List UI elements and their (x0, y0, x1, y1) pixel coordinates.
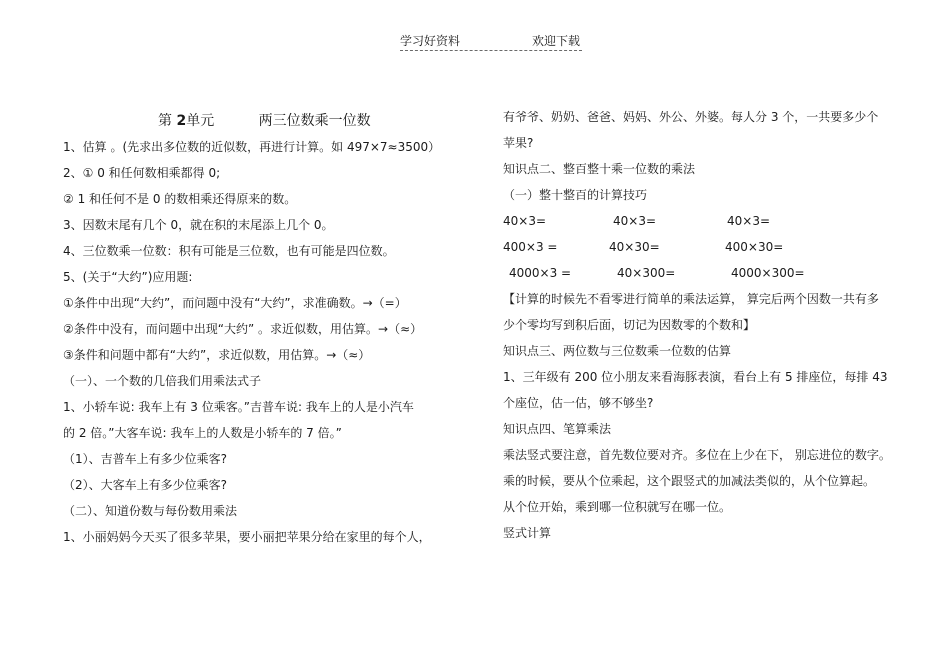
text-line: 竖式计算 (503, 526, 552, 540)
text-line: ②条件中没有，而问题中出现“大约” 。求近似数，用估算。→（≈） (63, 322, 423, 336)
exercise-cell: 4000×3 = (509, 266, 572, 280)
tip-text: 少个零均写到积后面，切记为因数零的个数和】 (503, 318, 756, 332)
text-line: 1、小轿车说: 我车上有 3 位乘客。”吉普车说: 我车上的人是小汽车 (63, 400, 414, 414)
text-line: 个座位，估一估，够不够坐? (503, 396, 654, 410)
section-heading: 知识点三、两位数与三位数乘一位数的估算 (503, 344, 732, 358)
exercise-cell: 4000×300= (731, 266, 805, 280)
text-line: 1、三年级有 200 位小朋友来看海豚表演，看台上有 5 排座位，每排 43 (503, 370, 888, 384)
text-line: 的 2 倍。”大客车说: 我车上的人数是小轿车的 7 倍。” (63, 426, 342, 440)
exercise-row (503, 208, 923, 234)
exercise-row (503, 234, 923, 260)
unit-topic: 两三位数乘一位数 (258, 113, 371, 129)
text-line: ② 1 和任何不是 0 的数相乘还得原来的数。 (63, 192, 297, 206)
text-line: 2、① 0 和任何数相乘都得 0; (63, 166, 221, 180)
exercise-cell: 40×30= (609, 240, 660, 254)
left-column (63, 108, 483, 550)
header-left-text: 学习好资料 (400, 34, 461, 48)
unit-prefix: 第 (158, 113, 172, 129)
exercise-cell: 400×3 = (503, 240, 558, 254)
text-line: 4、三位数乘一位数：积有可能是三位数，也有可能是四位数。 (63, 244, 395, 258)
exercise-cell: 40×3= (503, 214, 547, 228)
text-line: 3、因数末尾有几个 0，就在积的末尾添上几个 0。 (63, 218, 334, 232)
exercise-cell: 400×30= (725, 240, 784, 254)
exercise-cell: 40×3= (727, 214, 771, 228)
text-line: 1、小丽妈妈今天买了很多苹果，要小丽把苹果分给在家里的每个人， (63, 530, 431, 544)
text-line: 5、(关于“大约”)应用题: (63, 270, 193, 284)
unit-suffix: 单元 (186, 113, 215, 129)
text-line: 苹果? (503, 136, 534, 150)
exercise-cell: 40×3= (613, 214, 657, 228)
text-line: 有爷爷、奶奶、爸爸、妈妈、外公、外婆。每人分 3 个，一共要多少个 (503, 110, 879, 124)
unit-title (63, 108, 483, 134)
question-line: （1）、吉普车上有多少位乘客? (63, 452, 228, 466)
tip-text: 【计算的时候先不看零进行简单的乘法运算， 算完后两个因数一共有多 (503, 292, 879, 306)
right-column (503, 104, 923, 546)
exercise-row (503, 260, 923, 286)
text-line: 从个位开始，乘到哪一位积就写在哪一位。 (503, 500, 732, 514)
text-line: ③条件和问题中都有“大约”，求近似数，用估算。→（≈） (63, 348, 371, 362)
unit-number: 2 (176, 113, 187, 129)
text-line: 乘的时候，要从个位乘起，这个跟竖式的加减法类似的，从个位算起。 (503, 474, 876, 488)
text-line: ①条件中出现“大约”，而问题中没有“大约”，求准确数。→（=） (63, 296, 407, 310)
page-header (400, 30, 582, 51)
section-heading: 知识点四、笔算乘法 (503, 422, 612, 436)
section-heading: 知识点二、整百整十乘一位数的乘法 (503, 162, 696, 176)
exercise-cell: 40×300= (617, 266, 676, 280)
text-line: 1、估算 。(先求出多位数的近似数，再进行计算。如 497×7≈3500） (63, 140, 441, 154)
question-line: （2）、大客车上有多少位乘客? (63, 478, 228, 492)
header-right-text: 欢迎下载 (531, 34, 580, 48)
section-heading: （一）整十整百的计算技巧 (503, 188, 648, 202)
section-heading: （二）、知道份数与每份数用乘法 (63, 504, 238, 518)
section-heading: （一）、一个数的几倍我们用乘法式子 (63, 374, 262, 388)
text-line: 乘法竖式要注意，首先数位要对齐。多位在上少在下， 别忘进位的数字。 (503, 448, 891, 462)
